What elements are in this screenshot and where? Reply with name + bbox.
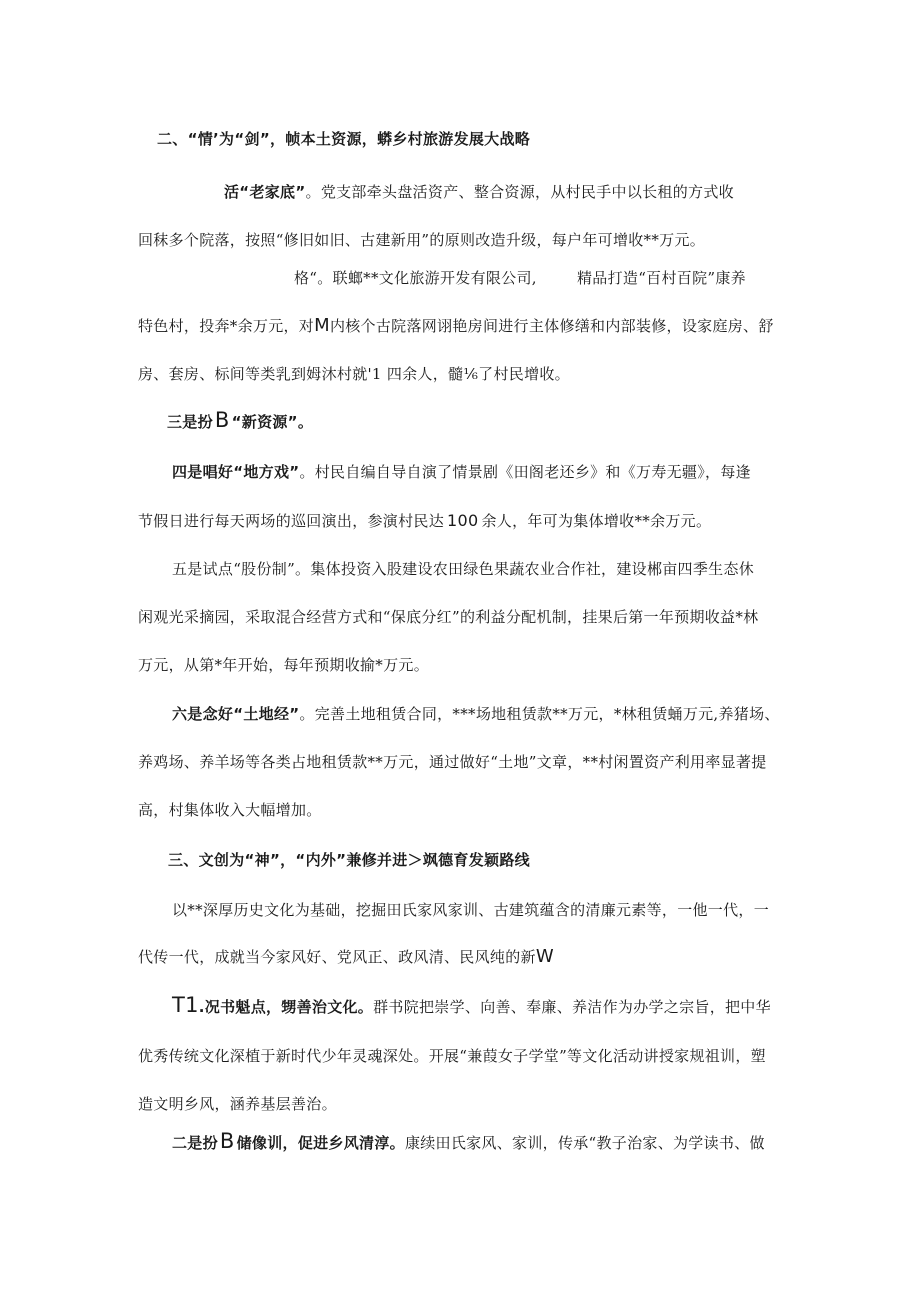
paragraph-text: 内核个古院落网诩艳房间进行主体修缮和内部装修，设家庭房、舒 (329, 317, 774, 335)
paragraph-line: 高，村集体收入大幅增加。 (138, 801, 322, 819)
paragraph-lead: 活“老家底” (224, 183, 306, 201)
paragraph-line: 养鸡场、养羊场等各类占地租赁款**万元，通过做好“土地”文章，**村闲置资产利用率显著提 (138, 753, 767, 771)
paragraph-line (138, 947, 554, 967)
number-text: 100 (447, 511, 479, 530)
section-heading-2: 二、“情’为“剑”，帧本土资源，蟒乡村旅游发展大战略 (157, 130, 531, 148)
paragraph-lead: 六是念好“土地经” (172, 705, 300, 723)
paragraph-lead: .况书魁点，甥善治文化。 (198, 998, 374, 1016)
latin-letter: M (314, 315, 330, 336)
paragraph-line (167, 410, 313, 432)
paragraph-lead: 二是扮 (172, 1134, 218, 1152)
paragraph-lead: 四是唱好“地方戏” (172, 463, 300, 481)
paragraph-line (224, 182, 734, 202)
paragraph-line (138, 316, 774, 336)
paragraph-line (172, 704, 780, 724)
paragraph-line: 精品打造“百村百院”康养 (577, 269, 746, 287)
list-marker: T1 (172, 993, 199, 1017)
paragraph-line: 回秣多个院落，按照“修旧如旧、古建新用”的原则改造升级，每户年可增收**万元。 (138, 231, 706, 249)
latin-letter: B (214, 408, 230, 432)
latin-letter: B (219, 1129, 235, 1153)
section-heading-3: 三、文创为“神”，“内外”兼修并进＞飒德育发颖路线 (168, 851, 530, 869)
paragraph-line: 万元，从第*年开始，每年预期收揄*万元。 (138, 656, 430, 674)
paragraph-line: 闲观光采摘园，采取混合经营方式和“保底分红”的利益分配机制，挂果后第一年预期收益*林 (138, 608, 759, 626)
paragraph-lead: 三是扮 (167, 413, 213, 431)
paragraph-text: 。党支部牵头盘活资产、整合资源，从村民手中以长租的方式收 (305, 183, 734, 201)
paragraph-lead: 储像训，促进乡风清淳。 (236, 1134, 405, 1152)
paragraph-text: 余人，年可为集体增收**余万元。 (481, 512, 712, 530)
paragraph-text: 康续田氏家风、家训，传承“教子治家、为学读书、做 (404, 1134, 765, 1152)
paragraph-line: 房、套房、标间等类乳到姆沐村就'1 四余人，髓⅙了村民增收。 (138, 365, 570, 383)
paragraph-lead: “新资源”。 (231, 413, 314, 431)
paragraph-line (172, 995, 771, 1017)
paragraph-text: 群书院把崇学、向善、奉廉、养洁作为办学之宗旨，把中华 (373, 998, 771, 1016)
paragraph-text: 。完善土地租赁合同，***场地租赁款**万元，*林租赁蛹万元,养猪场、 (299, 705, 780, 723)
paragraph-text: 。村民自编自导自演了情景剧《田阁老还乡》和《万寿无疆》，每逢 (299, 463, 751, 481)
paragraph-line (172, 1131, 765, 1153)
paragraph-line: 以**深厚历史文化为基础，挖掘田氏家风家训、古建筑蕴含的清廉元素等，一他一代，一 (172, 901, 770, 919)
paragraph-line (172, 462, 751, 482)
paragraph-line: 造文明乡风，涵养基层善治。 (138, 1095, 337, 1113)
paragraph-line: 格“。联螂**文化旅游开发有限公司, (294, 269, 537, 287)
paragraph-line: 优秀传统文化深植于新时代少年灵魂深处。开展“兼葭女子学堂”等文化活动讲授家规祖训，塑 (138, 1047, 766, 1065)
latin-letter: W (535, 946, 554, 967)
paragraph-text: 代传一代，成就当今家风好、党风正、政风清、民风纯的新 (138, 948, 536, 966)
paragraph-line (138, 511, 711, 531)
paragraph-text: 特色村，投奔*余万元，对 (138, 317, 315, 335)
paragraph-line: 五是试点“股份制”。集体投资入股建设农田绿色果蔬农业合作社，建设郴亩四季生态休 (172, 560, 755, 578)
paragraph-text: 节假日进行每天两场的巡回演出，参演村民达 (138, 512, 445, 530)
